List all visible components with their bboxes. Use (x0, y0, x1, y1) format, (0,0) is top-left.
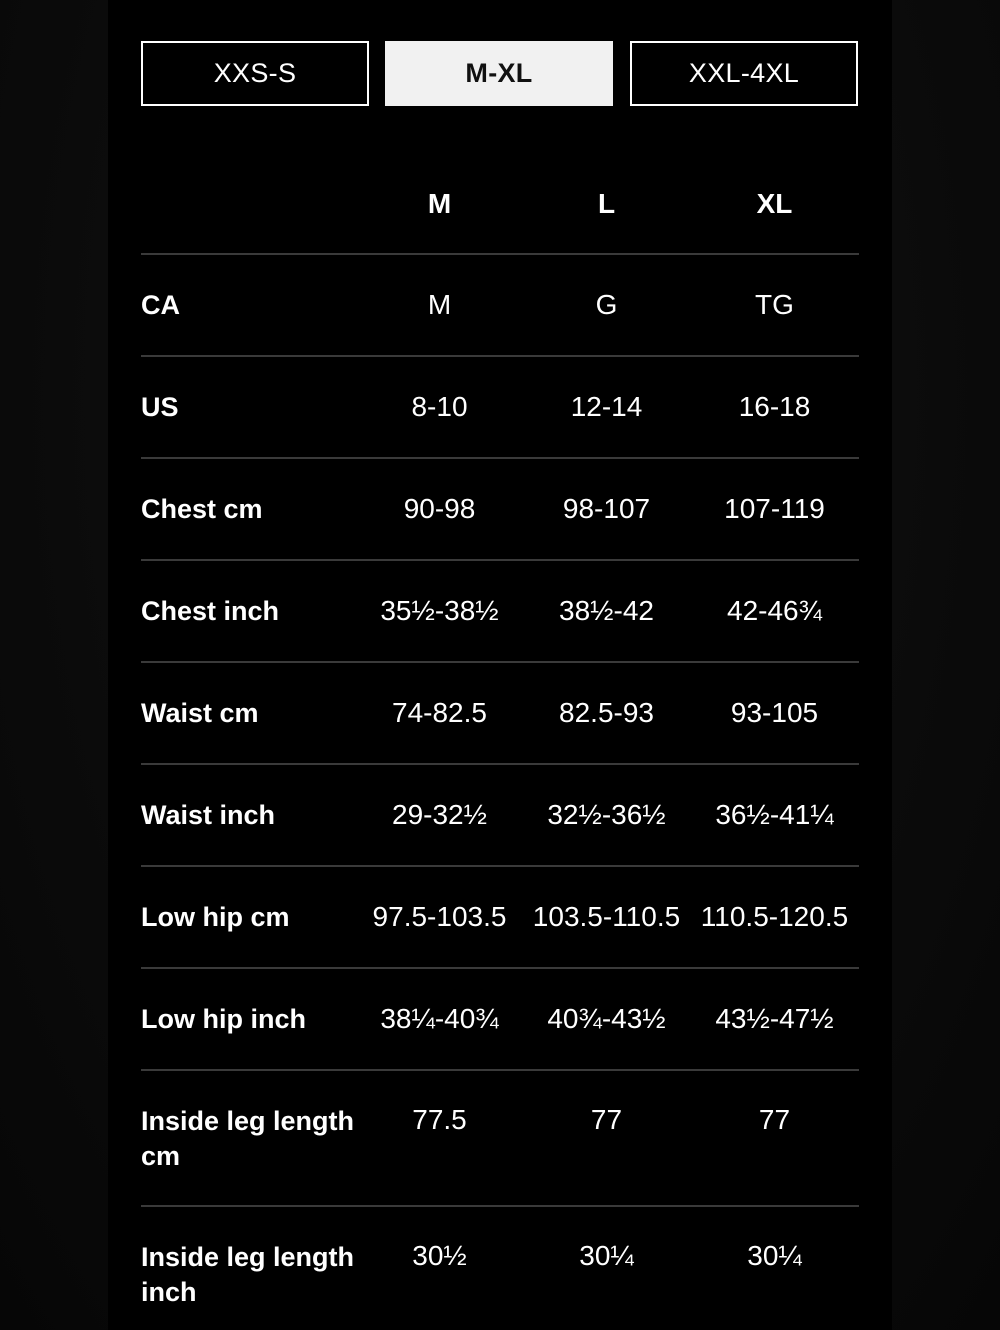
table-cell: 38½-42 (559, 595, 654, 626)
row-label: Low hip cm (141, 901, 290, 932)
row-label: US (141, 391, 179, 422)
table-row (141, 561, 859, 663)
table-cell: G (595, 289, 618, 320)
table-cell: 93-105 (730, 697, 819, 728)
table-cell: 30½ (412, 1240, 467, 1271)
table-cell: 30¼ (579, 1240, 634, 1271)
table-row (141, 663, 859, 765)
table-row (141, 867, 859, 969)
size-range-tabs (141, 41, 859, 106)
row-label: Waist cm (141, 697, 259, 728)
table-cell: 35½-38½ (380, 595, 499, 626)
table-cell: 97.5-103.5 (372, 901, 507, 932)
table-cell: 8-10 (411, 391, 468, 422)
row-label: Low hip inch (141, 1003, 306, 1034)
table-cell: 40¾-43½ (547, 1003, 666, 1034)
table-header-row (141, 150, 859, 255)
table-cell: 77 (758, 1104, 791, 1135)
table-cell: 16-18 (738, 391, 811, 422)
row-label: Chest inch (141, 595, 280, 626)
table-cell: TG (755, 289, 794, 320)
table-cell: 103.5-110.5 (532, 901, 681, 932)
table-row (141, 1207, 859, 1330)
size-table (141, 150, 859, 1330)
table-cell: 29-32½ (392, 799, 487, 830)
table-row (141, 459, 859, 561)
column-header: XL (756, 188, 793, 219)
table-row (141, 969, 859, 1071)
table-cell: 30¼ (747, 1240, 802, 1271)
table-cell: 12-14 (570, 391, 643, 422)
row-label: Chest cm (141, 493, 263, 524)
table-cell: 38¼-40¾ (380, 1003, 499, 1034)
table-row (141, 765, 859, 867)
table-cell: 77.5 (412, 1104, 467, 1135)
tab-xxs-s[interactable]: XXS-S (141, 41, 369, 106)
table-cell: 90-98 (403, 493, 476, 524)
row-label: CA (141, 289, 180, 320)
table-cell: 32½-36½ (547, 799, 666, 830)
table-cell: 82.5-93 (559, 697, 654, 728)
table-cell: 43½-47½ (715, 1003, 834, 1034)
table-cell: 77 (590, 1104, 623, 1135)
table-cell: 74-82.5 (392, 697, 487, 728)
table-cell: 110.5-120.5 (700, 901, 849, 932)
table-cell: 36½-41¼ (715, 799, 834, 830)
header-empty-cell (141, 150, 361, 253)
row-label: Inside leg length cm (141, 1106, 355, 1171)
table-cell: 42-46¾ (727, 595, 822, 626)
column-header: L (597, 188, 616, 219)
table-cell: M (427, 289, 452, 320)
table-row (141, 1071, 859, 1207)
table-row (141, 357, 859, 459)
row-label: Waist inch (141, 799, 276, 830)
table-cell: 107-119 (724, 493, 825, 524)
table-row (141, 255, 859, 357)
row-label: Inside leg length inch (141, 1242, 355, 1307)
column-header: M (427, 188, 452, 219)
tab-m-xl[interactable]: M-XL (385, 41, 613, 106)
table-cell: 98-107 (562, 493, 651, 524)
tab-xxl-4xl[interactable]: XXL-4XL (630, 41, 858, 106)
